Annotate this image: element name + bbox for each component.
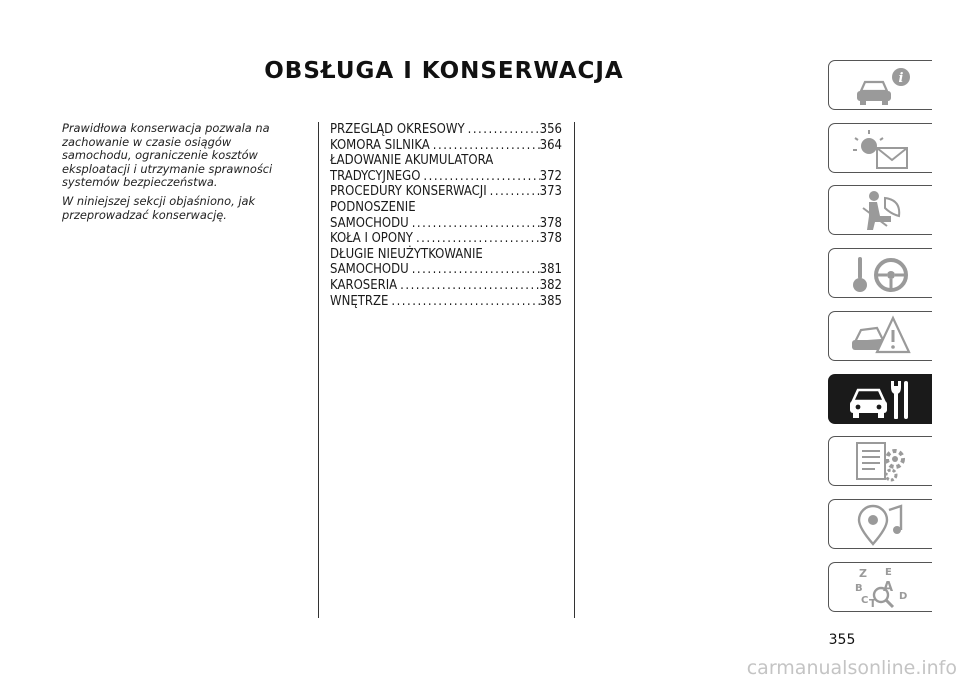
intro-paragraph: Prawidłowa konserwacja pozwala na zachowanie w czasie osiągów samochodu, ograniczenie kosztów eksploatacji i utrzymanie sprawności systemów bezpieczeństwa. xyxy=(62,121,273,190)
watermark: carmanualsonline.info xyxy=(746,657,957,679)
svg-text:Z: Z xyxy=(858,566,867,580)
column-divider xyxy=(574,122,575,618)
svg-text:A: A xyxy=(882,579,893,595)
toc-leader-dots xyxy=(420,169,539,185)
toc-entry[interactable] xyxy=(330,153,562,184)
section-tab[interactable] xyxy=(828,123,932,173)
section-tab[interactable] xyxy=(828,499,932,549)
toc-entry-title: KAROSERIA xyxy=(330,277,398,293)
multimedia-icon xyxy=(847,500,915,548)
page-number: 355 xyxy=(828,632,856,648)
toc-entry[interactable] xyxy=(330,138,562,154)
toc-page-number: 378 xyxy=(539,215,562,231)
svg-text:T: T xyxy=(868,596,877,610)
toc-leader-dots xyxy=(388,294,539,310)
toc-entry[interactable] xyxy=(330,200,562,231)
svg-text:E: E xyxy=(884,566,892,578)
svg-text:B: B xyxy=(854,582,863,594)
toc-entry[interactable] xyxy=(330,231,562,247)
car-hazard-icon xyxy=(847,312,915,360)
section-tab[interactable] xyxy=(828,562,932,612)
specs-gear-icon xyxy=(847,437,915,485)
toc-leader-dots xyxy=(465,122,540,138)
toc-entry[interactable] xyxy=(330,184,562,200)
section-tab[interactable] xyxy=(828,374,932,424)
seat-airbag-icon xyxy=(847,186,915,234)
toc-entry-title: TRADYCYJNEGO xyxy=(330,168,421,184)
toc-entry[interactable] xyxy=(330,294,562,310)
toc-entry[interactable] xyxy=(330,122,562,138)
toc-entry-title: WNĘTRZE xyxy=(330,293,389,309)
toc-entry[interactable] xyxy=(330,278,562,294)
intro-paragraph: W niniejszej sekcji objaśniono, jak przeprowadzać konserwację. xyxy=(62,193,256,222)
toc-entry-title: KOŁA I OPONY xyxy=(330,231,413,247)
toc-leader-dots xyxy=(430,138,540,154)
car-info-icon xyxy=(847,61,915,109)
section-tab[interactable] xyxy=(828,248,932,298)
steering-wheel-icon xyxy=(847,249,915,297)
toc-entry-title: DŁUGIE NIEUŻYTKOWANIE xyxy=(330,246,483,262)
section-tab[interactable] xyxy=(828,185,932,235)
toc-page-number: 372 xyxy=(539,168,562,184)
toc-leader-dots xyxy=(413,231,540,247)
table-of-contents xyxy=(330,122,562,309)
toc-page-number: 382 xyxy=(539,277,562,293)
toc-page-number: 373 xyxy=(539,184,562,200)
alphabet-index-icon xyxy=(847,563,915,611)
toc-leader-dots xyxy=(397,278,540,294)
toc-entry-title: PROCEDURY KONSERWACJI xyxy=(330,184,487,200)
toc-entry-title: PRZEGLĄD OKRESOWY xyxy=(330,122,465,137)
toc-leader-dots xyxy=(409,262,540,278)
toc-leader-dots xyxy=(409,216,540,232)
section-tab[interactable] xyxy=(828,311,932,361)
toc-entry-title: SAMOCHODU xyxy=(330,262,409,278)
toc-page-number: 385 xyxy=(539,293,562,309)
section-tab[interactable] xyxy=(828,60,932,110)
svg-text:C: C xyxy=(860,594,868,606)
toc-page-number: 378 xyxy=(539,231,562,247)
toc-page-number: 364 xyxy=(539,137,562,153)
toc-entry-title: PODNOSZENIE xyxy=(330,199,416,215)
svg-text:i: i xyxy=(898,71,903,86)
toc-page-number: 381 xyxy=(539,262,562,278)
page-title: OBSŁUGA I KONSERWACJA xyxy=(264,58,624,84)
warning-lights-icon xyxy=(847,124,915,172)
toc-page-number: 356 xyxy=(539,122,562,137)
toc-entry-title: ŁADOWANIE AKUMULATORA xyxy=(330,153,494,169)
toc-leader-dots xyxy=(487,184,540,200)
toc-entry-title: SAMOCHODU xyxy=(330,215,409,231)
svg-text:D: D xyxy=(898,590,907,602)
car-wrench-icon xyxy=(847,375,915,423)
toc-entry[interactable] xyxy=(330,247,562,278)
intro-text xyxy=(62,122,290,227)
toc-entry-title: KOMORA SILNIKA xyxy=(330,137,430,153)
section-tab[interactable] xyxy=(828,436,932,486)
column-divider xyxy=(318,122,319,618)
